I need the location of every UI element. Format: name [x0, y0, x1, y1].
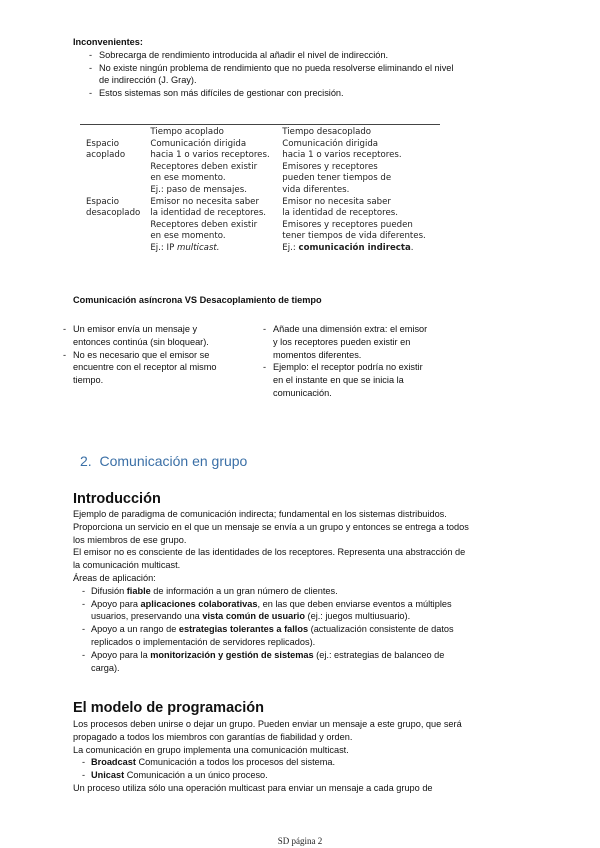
paragraph-line: Proporciona un servicio en el que un mensaje se envía a un grupo y entonces se entrega a todos	[73, 521, 469, 532]
coupling-table	[80, 124, 440, 255]
async-title: Comunicación asíncrona VS Desacoplamiento de tiempo	[73, 295, 322, 305]
list-item: - Estos sistemas son más difíciles de gestionar con precisión.	[99, 87, 533, 100]
table-cell-line: Ej.: comunicación indirecta.	[282, 242, 414, 253]
table-cell-line: Emisores y receptores	[282, 161, 378, 172]
paragraph-line: la comunicación multicast.	[73, 560, 181, 571]
table-cell-line: Emisor no necesita saber	[150, 196, 259, 207]
model-body	[73, 718, 543, 795]
async-right-column	[263, 323, 463, 400]
inconvenientes-title: Inconvenientes:	[73, 37, 143, 47]
table-cell-line: Receptores deben existir	[150, 161, 258, 172]
row-label: acoplado	[86, 150, 126, 161]
paragraph-line: Los procesos deben unirse o dejar un grupo. Pueden enviar un mensaje a este grupo, que será	[73, 719, 462, 729]
list-item: - Difusión fiable de información a un gran número de clientes.	[91, 585, 543, 598]
list-item: - Apoyo para aplicaciones colaborativas, en las que deben enviarse eventos a múltiples usuarios, preservando una vista común de usuario (ej.: juegos multiusuario).	[91, 598, 543, 624]
table-cell-line: Receptores deben existir	[150, 219, 258, 230]
table-cell-line: la identidad de receptores.	[150, 208, 267, 219]
list-item: - Añade una dimensión extra: el emisor y los receptores pueden existir en momentos diferentes.	[273, 323, 463, 361]
intro-heading: Introducción	[73, 491, 161, 507]
table-header-row	[80, 125, 440, 139]
list-item: - Un emisor envía un mensaje y entonces continúa (sin bloquear).	[73, 323, 243, 349]
table-cell-line: Ej.: paso de mensajes.	[150, 184, 247, 195]
table-cell-line: Emisores y receptores pueden	[282, 219, 413, 230]
list-item: - Sobrecarga de rendimiento introducida al añadir el nivel de indirección.	[99, 49, 533, 62]
section-title: Comunicación en grupo	[99, 453, 248, 469]
section-number: 2.	[80, 453, 92, 469]
table-cell-line: hacia 1 o varios receptores.	[282, 150, 402, 161]
row-label: desacoplado	[86, 208, 141, 219]
paragraph-line: Un proceso utiliza sólo una operación multicast para enviar un mensaje a cada grupo de	[73, 782, 433, 793]
paragraph-line: propagado a todos los miembros con garantías de fiabilidad y orden.	[73, 731, 353, 742]
list-item: - No existe ningún problema de rendimiento que no pueda resolverse eliminando el nivel de indirección (J. Gray).	[99, 62, 533, 88]
table-cell-line: vida diferentes.	[282, 184, 350, 195]
paragraph-line: Ejemplo de paradigma de comunicación indirecta; fundamental en los sistemas distribuidos.	[73, 509, 447, 519]
table-cell-line: la identidad de receptores.	[282, 208, 398, 219]
paragraph-line: Áreas de aplicación:	[73, 572, 156, 583]
list-item: - Apoyo para la monitorización y gestión de sistemas (ej.: estrategias de balanceo de carga).	[91, 649, 543, 675]
page-footer: SD página 2	[277, 836, 323, 846]
paragraph-line: los miembros de ese grupo.	[73, 534, 187, 545]
list-item: - Apoyo a un rango de estrategias tolerantes a fallos (actualización consistente de datos replicados o implementación de servidores replicados).	[91, 623, 543, 649]
intro-body	[73, 508, 543, 674]
row-label: Espacio	[86, 138, 119, 149]
inconvenientes-block	[73, 36, 533, 100]
table-cell-line: tener tiempos de vida diferentes.	[282, 231, 426, 242]
section-heading	[80, 453, 247, 469]
paragraph-line: El emisor no es consciente de las identidades de los receptores. Representa una abstracción de	[73, 547, 466, 558]
table-cell-line: Ej.: IP multicast.	[150, 242, 220, 253]
table-cell-line: en ese momento.	[150, 173, 226, 184]
row-label: Espacio	[86, 196, 119, 207]
table-header-cell: Tiempo desacoplado	[282, 127, 372, 137]
table-cell-line: pueden tener tiempos de	[282, 173, 392, 184]
list-item: - No es necesario que el emisor se encuentre con el receptor al mismo tiempo.	[73, 349, 243, 387]
list-item: - Unicast Comunicación a un único proceso.	[91, 769, 543, 782]
paragraph-line: La comunicación en grupo implementa una comunicación multicast.	[73, 744, 349, 755]
list-item: - Ejemplo: el receptor podría no existir en el instante en que se inicia la comunicación.	[273, 361, 463, 399]
table-header-cell: Tiempo acoplado	[150, 127, 224, 137]
table-row	[80, 139, 440, 197]
async-left-column	[63, 323, 243, 387]
list-item: - Broadcast Comunicación a todos los procesos del sistema.	[91, 756, 543, 769]
model-heading: El modelo de programación	[73, 700, 264, 716]
table-cell-line: Comunicación dirigida	[282, 138, 379, 149]
table-cell-line: hacia 1 o varios receptores.	[150, 150, 270, 161]
table-cell-line: en ese momento.	[150, 231, 226, 242]
table-cell-line: Comunicación dirigida	[150, 138, 247, 149]
table-row	[80, 197, 440, 255]
table-cell-line: Emisor no necesita saber	[282, 196, 391, 207]
